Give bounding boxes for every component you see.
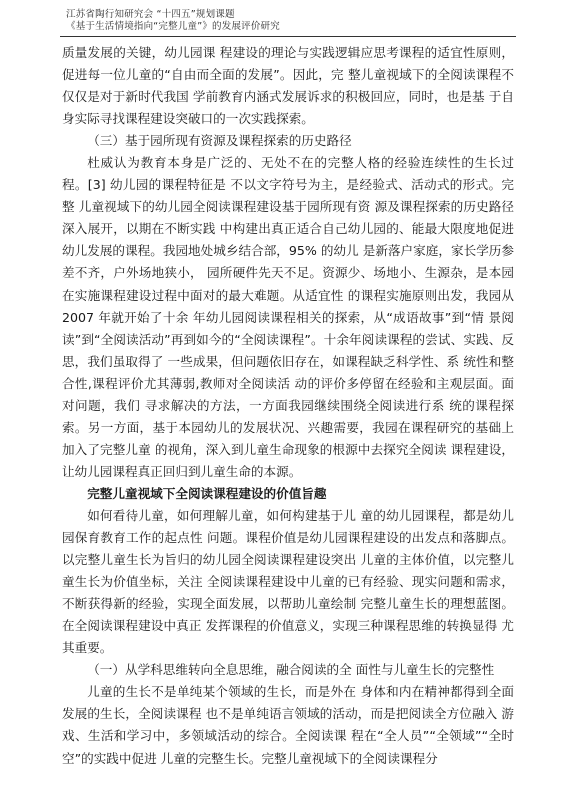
section-heading-history-path: （三）基于园所现有资源及课程探索的历史路径 bbox=[87, 133, 352, 149]
paragraph-child-growth: 儿童的生长不是单纯某个领域的生长，而是外在 身体和内在精神都得到全面发展的生长，全阅读课程 也不是单纯语言领域的活动，而是把阅读全方位融入 游戏、生活和学习中，多领域活动的综合。全阅读课 程在“全人员”“全领域”“全时空”的实践中促进 儿童的完整生长。完整儿童视域下的全阅读课程分 bbox=[62, 684, 514, 766]
paragraph-how-to-view-children: 如何看待儿童，如何理解儿童，如何构建基于儿 童的幼儿园课程，都是幼儿园保育教育工作的起点性 问题。课程价值是幼儿园课程建设的出发点和落脚点。 以完整儿童生长为旨归的幼儿园全阅读课程建设突出 儿童的主体价值，以完整儿童生长为价值坐标，关注 全阅读课程建设中儿童的已有经验、现实问题和需求， 不断获得新的经验，实现全面发展，以帮助儿童绘制 完整儿童生长的理想蓝图。在全阅读课程建设中真正 发挥课程的价值意义，实现三种课程思维的转换显得 尤其重要。 bbox=[62, 507, 514, 656]
paragraph-dewey: 杜威认为教育本身是广泛的、无处不在的完整人格的经验连续性的生长过程。[3] 幼儿园的课程特征是 不以文字符号为主，是经验式、活动式的形式。完整 儿童视域下的幼儿园全阅读课程建设基于园所现有资 源及课程探索的历史路径深入展开，以期在不断实践 中构建出真正适合自己幼儿园的、能最大限度地促进 幼儿发展的课程。我园地处城乡结合部，95% 的幼儿 是新落户家庭，家长学历参差不齐，户外场地狭小， 园所硬件先天不足。资源少、场地小、生源杂，是本园在实施课程建设过程中面对的最大难题。从适宜性 的课程实施原则出发，我园从 2007 年就开始了十余 年幼儿园阅读课程相关的探索，从“成语故事”到“情 景阅读”到“全阅读活动”再到如今的“全阅读课程”。十余年阅读课程的尝试、实践、反思，我们虽取得了 一些成果，但问题依旧存在，如课程缺乏科学性、系 统性和整合性,课程评价尤其薄弱,教师对全阅读活 动的评价多停留在经验和主观层面。面对问题，我们 寻求解决的方法，一方面我园继续围绕全阅读进行系 统的课程探索。另一方面，基于本园幼儿的发展状况、兴趣需要，我园在课程研究的基础上加入了完整儿童 的视角，深入到儿童生命现象的根源中去探究全阅读 课程建设，让幼儿园课程真正回归到儿童生命的本源。 bbox=[62, 155, 514, 479]
header-title: 江苏省陶行知研究会 “十四五”规划课题 bbox=[66, 9, 235, 20]
header-subtitle: 《基于生活情境指向“完整儿童”》的发展评价研究 bbox=[66, 21, 280, 32]
section-heading-holistic-thinking: （一）从学科思维转向全息思维，融合阅读的全 面性与儿童生长的完整性 bbox=[87, 662, 495, 678]
page-header bbox=[66, 9, 526, 33]
paragraph-intro-continuation: 质量发展的关键，幼儿园课 程建设的理论与实践逻辑应思考课程的适宜性原则， 促进每一位儿童的“自由而全面的发展”。因此，完 整儿童视域下的全阅读课程不仅仅是对于新时代我国 学前教育内涵式发展诉求的积极回应，同时，也是基 于自身实际寻找课程建设突破口的一次实践探索。 bbox=[62, 45, 514, 127]
header-divider bbox=[60, 36, 516, 37]
document-body bbox=[62, 42, 514, 770]
section-heading-value: 完整儿童视域下全阅读课程建设的价值旨趣 bbox=[87, 485, 327, 501]
